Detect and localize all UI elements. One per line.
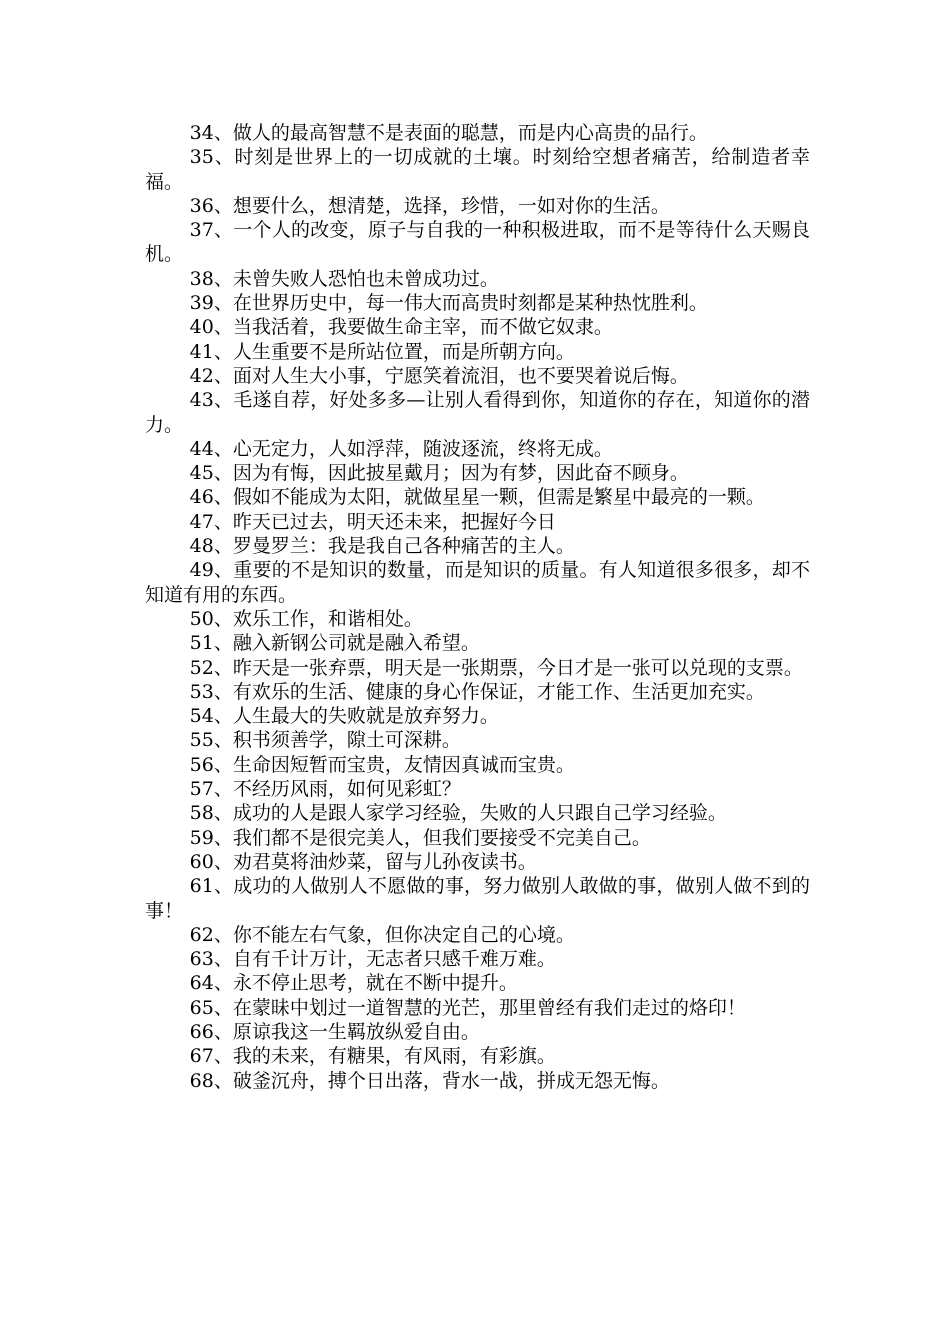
- quote-paragraph-59: 59、我们都不是很完美人，但我们要接受不完美自己。: [189, 826, 651, 849]
- quote-paragraph-51: 51、融入新钢公司就是融入希望。: [189, 632, 480, 655]
- quote-paragraph-50: 50、欢乐工作，和谐相处。: [189, 607, 423, 630]
- quote-paragraph-55: 55、积书须善学，隙土可深耕。: [189, 729, 461, 752]
- quote-paragraph-62: 62、你不能左右气象，但你决定自己的心境。: [189, 923, 575, 946]
- quote-paragraph-61: 61、成功的人做别人不愿做的事，努力做别人敢做的事，做别人做不到的事！: [145, 875, 810, 922]
- quote-paragraph-67: 67、我的未来，有糖果，有风雨，有彩旗。: [189, 1045, 556, 1068]
- quote-paragraph-53: 53、有欢乐的生活、健康的身心作保证，才能工作、生活更加充实。: [189, 680, 765, 703]
- quote-paragraph-54: 54、人生最大的失败就是放弃努力。: [189, 705, 499, 728]
- quote-paragraph-41: 41、人生重要不是所站位置，而是所朝方向。: [189, 340, 575, 363]
- quote-paragraph-42: 42、面对人生大小事，宁愿笑着流泪，也不要哭着说后悔。: [189, 364, 689, 387]
- quote-paragraph-44: 44、心无定力，人如浮萍，随波逐流，终将无成。: [189, 437, 613, 460]
- quote-paragraph-46: 46、假如不能成为太阳，就做星星一颗，但需是繁星中最亮的一颗。: [189, 486, 765, 509]
- quote-paragraph-39: 39、在世界历史中，每一伟大而高贵时刻都是某种热忱胜利。: [189, 292, 708, 315]
- quote-paragraph-65: 65、在蒙昧中划过一道智慧的光芒，那里曾经有我们走过的烙印！: [189, 996, 746, 1019]
- quote-paragraph-64: 64、永不停止思考，就在不断中提升。: [189, 972, 518, 995]
- quote-paragraph-49: 49、重要的不是知识的数量，而是知识的质量。有人知道很多很多，却不知道有用的东西。: [145, 559, 810, 606]
- quote-paragraph-45: 45、因为有悔，因此披星戴月；因为有梦，因此奋不顾身。: [189, 462, 689, 485]
- quote-paragraph-47: 47、昨天已过去，明天还未来，把握好今日: [189, 510, 556, 533]
- quote-paragraph-56: 56、生命因短暂而宝贵，友情因真诚而宝贵。: [189, 753, 575, 776]
- document-body: [145, 121, 810, 1093]
- quote-paragraph-63: 63、自有千计万计，无志者只感千难万难。: [189, 948, 556, 971]
- quote-paragraph-37: 37、一个人的改变，原子与自我的一种积极进取，而不是等待什么天赐良机。: [145, 219, 810, 266]
- quote-paragraph-43: 43、毛遂自荐，好处多多—让别人看得到你，知道你的存在，知道你的潜力。: [145, 389, 810, 436]
- quote-paragraph-57: 57、不经历风雨，如何见彩虹？: [189, 778, 461, 801]
- quote-paragraph-34: 34、做人的最高智慧不是表面的聪慧，而是内心高贵的品行。: [189, 122, 708, 144]
- quote-paragraph-35: 35、时刻是世界上的一切成就的土壤。时刻给空想者痛苦，给制造者幸福。: [145, 146, 810, 193]
- quote-paragraph-60: 60、劝君莫将油炒菜，留与儿孙夜读书。: [189, 850, 537, 873]
- quote-paragraph-58: 58、成功的人是跟人家学习经验，失败的人只跟自己学习经验。: [189, 802, 727, 825]
- quote-paragraph-40: 40、当我活着，我要做生命主宰，而不做它奴隶。: [189, 316, 613, 339]
- quote-paragraph-68: 68、破釜沉舟，搏个日出落，背水一战，拼成无怨无悔。: [189, 1069, 670, 1092]
- quote-paragraph-52: 52、昨天是一张弃票，明天是一张期票，今日才是一张可以兑现的支票。: [189, 656, 803, 679]
- quote-paragraph-38: 38、未曾失败人恐怕也未曾成功过。: [189, 267, 499, 290]
- quote-paragraph-48: 48、罗曼罗兰：我是我自己各种痛苦的主人。: [189, 535, 575, 558]
- quote-paragraph-66: 66、原谅我这一生羁放纵爱自由。: [189, 1020, 480, 1043]
- quote-paragraph-36: 36、想要什么，想清楚，选择，珍惜，一如对你的生活。: [189, 194, 670, 217]
